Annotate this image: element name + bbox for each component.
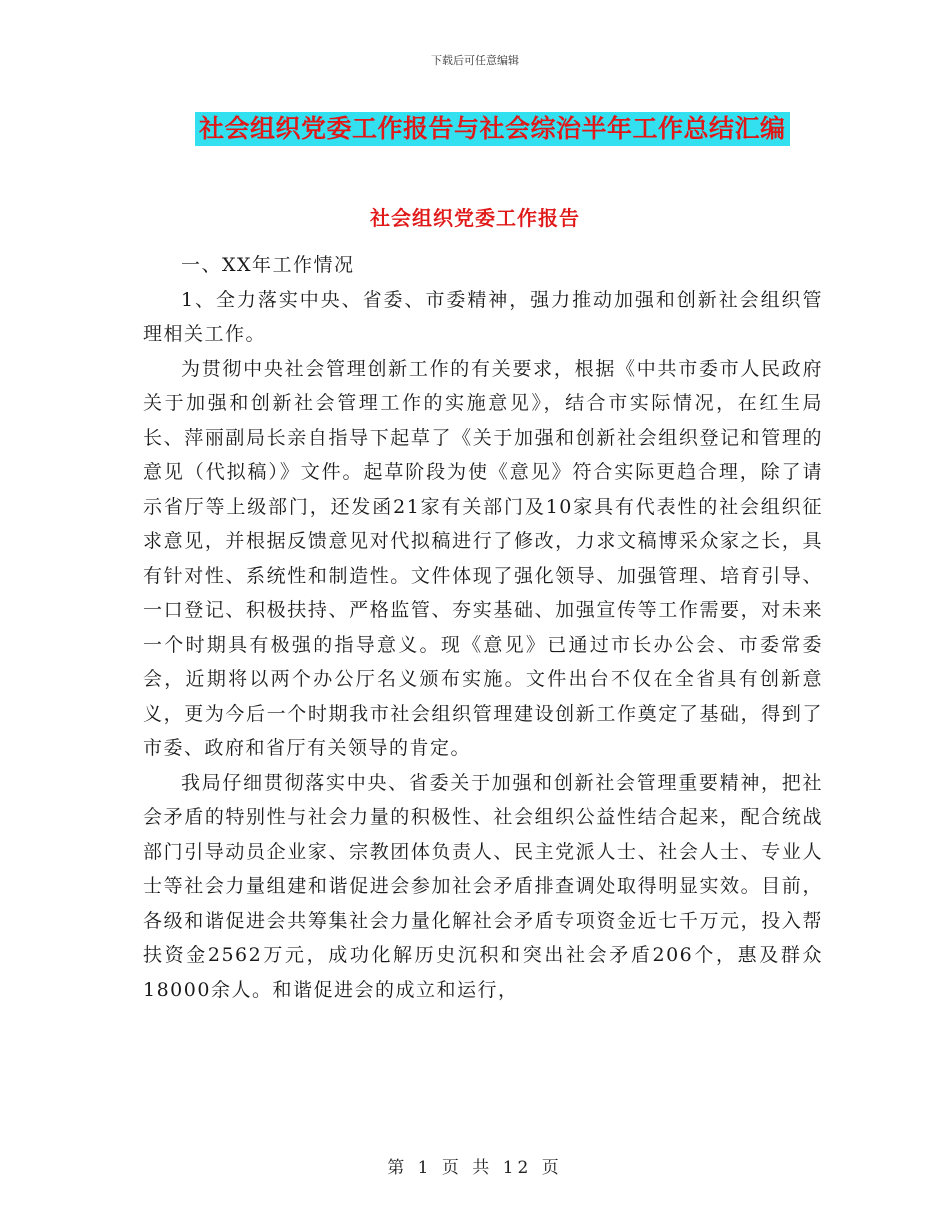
page-footer: 第 1 页 共 12 页	[387, 1158, 563, 1178]
paragraph-2: 为贯彻中央社会管理创新工作的有关要求，根据《中共市委市人民政府关于加强和创新社会管理工作的实施意见》，结合市实际情况，在红生局长、萍丽副局长亲自指导下起草了《关于加强和创新社会组织登记和管理的意见（代拟稿）》文件。起草阶段为使《意见》符合实际更趋合理，除了请示省厅等上级部门，还发函21家有关部门及10家具有代表性的社会组织征求意见，并根据反馈意见对代拟稿进行了修改，力求文稿博采众家之长，具有针对性、系统性和制造性。文件体现了强化领导、加强管理、培育引导、一口登记、积极扶持、严格监管、夯实基础、加强宣传等工作需要，对未来一个时期具有极强的指导意义。现《意见》已通过市长办公会、市委常委会，近期将以两个办公厅名义颁布实施。文件出台不仅在全省具有创新意义，更为今后一个时期我市社会组织管理建设创新工作奠定了基础，得到了市委、政府和省厅有关领导的肯定。	[143, 357, 823, 759]
main-title: 社会组织党委工作报告与社会综治半年工作总结汇编	[195, 112, 790, 146]
main-title-wrap	[195, 112, 790, 146]
document-body	[143, 248, 823, 1007]
paragraph-3: 我局仔细贯彻落实中央、省委关于加强和创新社会管理重要精神，把社会矛盾的特别性与社会力量的积极性、社会组织公益性结合起来，配合统战部门引导动员企业家、宗教团体负责人、民主党派人士、社会人士、专业人士等社会力量组建和谐促进会参加社会矛盾排查调处取得明显实效。目前，各级和谐促进会共筹集社会力量化解社会矛盾专项资金近七千万元，投入帮扶资金2562万元，成功化解历史沉积和突出社会矛盾206个，惠及群众18000余人。和谐促进会的成立和运行，	[143, 771, 823, 1001]
section-heading: 一、XX年工作情况	[181, 254, 355, 276]
paragraph-1: 1、全力落实中央、省委、市委精神，强力推动加强和创新社会组织管理相关工作。	[143, 288, 823, 345]
sub-title: 社会组织党委工作报告	[370, 206, 580, 230]
header-note: 下载后可任意编辑	[431, 54, 519, 67]
